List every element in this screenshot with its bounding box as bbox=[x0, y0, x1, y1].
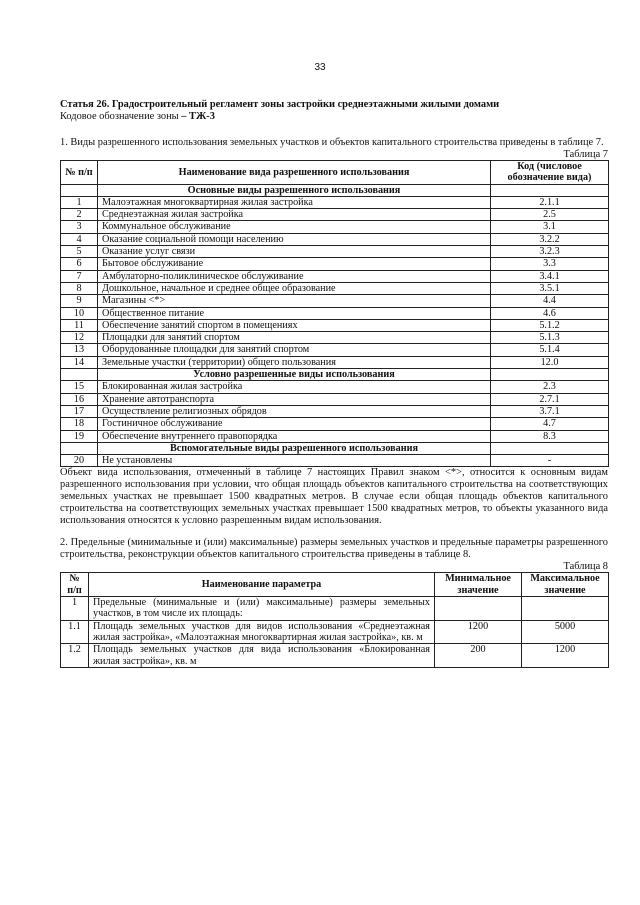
table7-row bbox=[61, 221, 609, 233]
article-title: Статья 26. Градостроительный регламент зоны застройки среднеэтажными жилыми домами bbox=[60, 99, 500, 110]
table7-cell-num: 19 bbox=[61, 430, 98, 442]
table7-body bbox=[61, 184, 609, 467]
table7-section-title: Условно разрешенные виды использования bbox=[98, 369, 491, 381]
table7-cell-num: 12 bbox=[61, 332, 98, 344]
table8-header-num: № п/п bbox=[61, 573, 89, 597]
table7-cell-num: 15 bbox=[61, 381, 98, 393]
table8-row bbox=[61, 620, 609, 644]
table7-row bbox=[61, 196, 609, 208]
table7-cell-num: 13 bbox=[61, 344, 98, 356]
table8-row bbox=[61, 597, 609, 621]
zone-code: – ТЖ-3 bbox=[181, 111, 215, 122]
table7-empty-cell bbox=[491, 369, 609, 381]
table7-cell-num: 17 bbox=[61, 405, 98, 417]
table7-cell-name: Дошкольное, начальное и среднее общее образование bbox=[98, 282, 491, 294]
table7-cell-num: 9 bbox=[61, 295, 98, 307]
table7-cell-name: Амбулаторно-поликлиническое обслуживание bbox=[98, 270, 491, 282]
table7-cell-code: 2.1.1 bbox=[491, 196, 609, 208]
table8-cell-min bbox=[435, 597, 522, 621]
table7-cell-num: 11 bbox=[61, 319, 98, 331]
table7-row bbox=[61, 282, 609, 294]
table7-cell-code: 3.5.1 bbox=[491, 282, 609, 294]
table7-header-row bbox=[61, 161, 609, 185]
table7-caption: Таблица 7 bbox=[563, 149, 608, 160]
table7-cell-name: Обеспечение занятий спортом в помещениях bbox=[98, 319, 491, 331]
zone-code-prefix: Кодовое обозначение зоны bbox=[60, 111, 182, 122]
table7-row bbox=[61, 430, 609, 442]
table7-cell-code: - bbox=[491, 455, 609, 467]
table-7 bbox=[60, 160, 609, 467]
table8-cell-max bbox=[522, 597, 609, 621]
table7-cell-name: Магазины <*> bbox=[98, 295, 491, 307]
table7-cell-name: Земельные участки (территории) общего пользования bbox=[98, 356, 491, 368]
page-content bbox=[60, 99, 608, 668]
table7-cell-num: 20 bbox=[61, 455, 98, 467]
table8-row bbox=[61, 644, 609, 668]
table7-cell-code: 2.5 bbox=[491, 209, 609, 221]
table8-cell-num: 1.2 bbox=[61, 644, 89, 668]
table8-cell-num: 1.1 bbox=[61, 620, 89, 644]
table7-cell-num: 18 bbox=[61, 418, 98, 430]
table7-cell-code: 3.2.2 bbox=[491, 233, 609, 245]
table7-cell-name: Оказание социальной помощи населению bbox=[98, 233, 491, 245]
table7-cell-num: 5 bbox=[61, 246, 98, 258]
table7-note: Объект вида использования, отмеченный в таблице 7 настоящих Правил знаком <*>, относится к основным видам разрешенного использования при условии, что общая площадь объектов капитального строительства на соответствующих земельных участках не превышает 1500 квадратных метров. В случае если общая площадь объектов капитального строительства на соответствующих земельных участках превышает 1500 квадратных метров, то объекты указанного вида использования относятся к условно разрешенным видам использования. bbox=[60, 467, 608, 527]
table7-empty-cell bbox=[491, 184, 609, 196]
table7-section-row bbox=[61, 442, 609, 454]
table7-cell-code: 2.3 bbox=[491, 381, 609, 393]
table8-cell-max: 5000 bbox=[522, 620, 609, 644]
table8-header-row bbox=[61, 573, 609, 597]
table7-header-num: № п/п bbox=[61, 161, 98, 185]
paragraph-1: 1. Виды разрешенного использования земельных участков и объектов капитального строительства приведены в таблице 7. bbox=[60, 137, 604, 148]
table7-row bbox=[61, 295, 609, 307]
table7-row bbox=[61, 344, 609, 356]
table7-row bbox=[61, 307, 609, 319]
table7-section-title: Основные виды разрешенного использования bbox=[98, 184, 491, 196]
table7-cell-name: Блокированная жилая застройка bbox=[98, 381, 491, 393]
table7-cell-code: 3.4.1 bbox=[491, 270, 609, 282]
table7-row bbox=[61, 332, 609, 344]
zone-code-line bbox=[60, 111, 608, 123]
table7-row bbox=[61, 258, 609, 270]
table7-cell-code: 4.6 bbox=[491, 307, 609, 319]
table7-empty-cell bbox=[61, 442, 98, 454]
table8-header-min: Минимальное значение bbox=[435, 573, 522, 597]
table7-cell-code: 2.7.1 bbox=[491, 393, 609, 405]
table7-cell-name: Осуществление религиозных обрядов bbox=[98, 405, 491, 417]
table8-cell-name: Предельные (минимальные и (или) максимальные) размеры земельных участков, в том числе их площадь: bbox=[89, 597, 435, 621]
table7-row bbox=[61, 418, 609, 430]
table7-row bbox=[61, 381, 609, 393]
table7-cell-code: 5.1.2 bbox=[491, 319, 609, 331]
table7-row bbox=[61, 356, 609, 368]
table7-cell-name: Среднеэтажная жилая застройка bbox=[98, 209, 491, 221]
table7-row bbox=[61, 393, 609, 405]
table7-section-row bbox=[61, 184, 609, 196]
page-number: 33 bbox=[314, 62, 326, 73]
table7-cell-num: 4 bbox=[61, 233, 98, 245]
table7-header-name: Наименование вида разрешенного использования bbox=[98, 161, 491, 185]
table7-cell-name: Коммунальное обслуживание bbox=[98, 221, 491, 233]
table7-cell-name: Обеспечение внутреннего правопорядка bbox=[98, 430, 491, 442]
table7-cell-code: 8.3 bbox=[491, 430, 609, 442]
table7-empty-cell bbox=[61, 184, 98, 196]
table7-cell-name: Гостиничное обслуживание bbox=[98, 418, 491, 430]
table7-row bbox=[61, 455, 609, 467]
table7-row bbox=[61, 270, 609, 282]
table7-cell-num: 2 bbox=[61, 209, 98, 221]
table7-cell-name: Хранение автотранспорта bbox=[98, 393, 491, 405]
table8-header-max: Максимальное значение bbox=[522, 573, 609, 597]
table7-cell-name: Оказание услуг связи bbox=[98, 246, 491, 258]
table7-cell-code: 4.4 bbox=[491, 295, 609, 307]
table8-body bbox=[61, 597, 609, 668]
table8-cell-min: 200 bbox=[435, 644, 522, 668]
table8-cell-num: 1 bbox=[61, 597, 89, 621]
table7-cell-code: 3.2.3 bbox=[491, 246, 609, 258]
table7-cell-code: 12.0 bbox=[491, 356, 609, 368]
table7-cell-num: 10 bbox=[61, 307, 98, 319]
table7-header-code: Код (числовое обозначение вида) bbox=[491, 161, 609, 185]
table7-row bbox=[61, 209, 609, 221]
table7-cell-name: Малоэтажная многоквартирная жилая застройка bbox=[98, 196, 491, 208]
table7-row bbox=[61, 246, 609, 258]
table7-empty-cell bbox=[61, 369, 98, 381]
table7-cell-code: 3.7.1 bbox=[491, 405, 609, 417]
table7-cell-num: 16 bbox=[61, 393, 98, 405]
table8-cell-max: 1200 bbox=[522, 644, 609, 668]
table8-cell-name: Площадь земельных участков для видов использования «Среднеэтажная жилая застройка», «Малоэтажная многоквартирная жилая застройка», кв. м bbox=[89, 620, 435, 644]
table7-cell-name: Бытовое обслуживание bbox=[98, 258, 491, 270]
table7-row bbox=[61, 319, 609, 331]
paragraph-2: 2. Предельные (минимальные и (или) максимальные) размеры земельных участков и предельные параметры разрешенного строительства, реконструкции объектов капитального строительства приведены в таблице 8. bbox=[60, 537, 608, 561]
table8-cell-name: Площадь земельных участков для вида использования «Блокированная жилая застройка», кв. м bbox=[89, 644, 435, 668]
table7-empty-cell bbox=[491, 442, 609, 454]
table7-cell-code: 3.1 bbox=[491, 221, 609, 233]
table7-section-row bbox=[61, 369, 609, 381]
table7-cell-name: Общественное питание bbox=[98, 307, 491, 319]
table7-cell-code: 4.7 bbox=[491, 418, 609, 430]
table7-cell-code: 5.1.4 bbox=[491, 344, 609, 356]
table7-cell-num: 8 bbox=[61, 282, 98, 294]
table7-section-title: Вспомогательные виды разрешенного использования bbox=[98, 442, 491, 454]
table7-cell-name: Оборудованные площадки для занятий спортом bbox=[98, 344, 491, 356]
table7-row bbox=[61, 405, 609, 417]
table7-cell-num: 1 bbox=[61, 196, 98, 208]
table8-caption: Таблица 8 bbox=[563, 561, 608, 573]
table7-cell-num: 7 bbox=[61, 270, 98, 282]
table8-header-name: Наименование параметра bbox=[89, 573, 435, 597]
table7-cell-name: Не установлены bbox=[98, 455, 491, 467]
table7-row bbox=[61, 233, 609, 245]
table-8 bbox=[60, 572, 609, 667]
table7-cell-num: 6 bbox=[61, 258, 98, 270]
table7-cell-code: 3.3 bbox=[491, 258, 609, 270]
table7-cell-num: 3 bbox=[61, 221, 98, 233]
table8-cell-min: 1200 bbox=[435, 620, 522, 644]
table7-cell-code: 5.1.3 bbox=[491, 332, 609, 344]
table7-cell-name: Площадки для занятий спортом bbox=[98, 332, 491, 344]
table7-cell-num: 14 bbox=[61, 356, 98, 368]
